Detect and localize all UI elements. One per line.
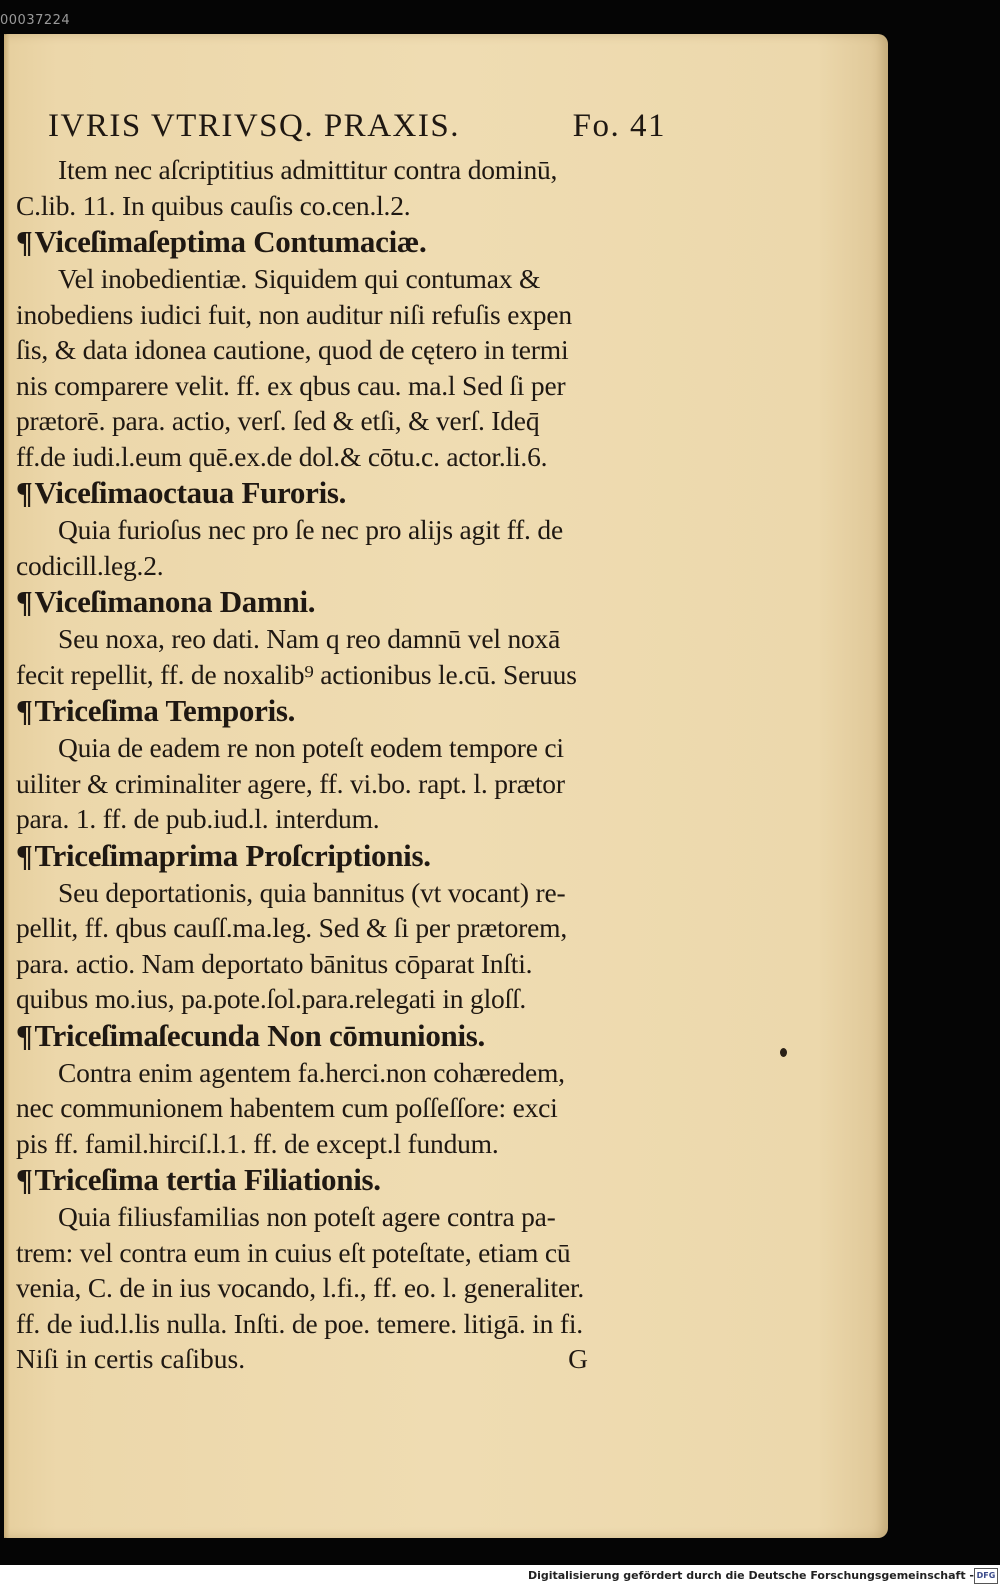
pilcrow-icon: ¶ [16, 475, 33, 510]
pilcrow-icon: ¶ [16, 224, 33, 259]
text-line: para. 1. ff. de pub.iud.l. interdum. [16, 803, 380, 834]
section-heading-text: Triceſimaſecunda Non cōmunionis. [34, 1017, 485, 1053]
text-line: Quia furioſus nec pro ſe nec pro alijs agit ff. de [58, 514, 563, 545]
pilcrow-icon: ¶ [16, 584, 33, 619]
text-line: trem: vel contra eum in cuius eſt poteſtate, etiam cū [16, 1236, 571, 1268]
section-heading [16, 837, 666, 875]
digitization-credit: Digitalisierung gefördert durch die Deutsche Forschungsgemeinschaft - [527, 1569, 974, 1582]
text-line: Quia de eadem re non poteſt eodem tempore ci [58, 732, 564, 763]
section-heading-text: Triceſimaprima Proſcriptionis. [34, 837, 431, 873]
text-line: Seu noxa, reo dati. Nam q reo damnū vel noxā [58, 623, 561, 654]
text-line: pis ff. famil.hirciſ.l.1. ff. de except.l fundum. [16, 1127, 499, 1159]
section-heading-text: Viceſimaoctaua Furoris. [34, 475, 347, 510]
text-line: nis comparere velit. ff. ex qbus cau. ma.l Sed ſi per [16, 369, 566, 401]
section-heading-text: Viceſimanona Damni. [34, 584, 316, 619]
section-heading-text: Triceſima Temporis. [34, 693, 296, 728]
running-head-title: IVRIS VTRIVSQ. PRAXIS. [48, 108, 460, 144]
text-line: Vel inobedientiæ. Siquidem qui contumax & [58, 263, 541, 294]
last-line-text: Niſi in certis caſibus. [16, 1343, 246, 1374]
section-heading [16, 692, 666, 730]
scan-id-label: 00037224 [0, 13, 71, 28]
text-line: ff. de iud.l.lis nulla. Inſti. de poe. temere. litigā. in fi. [16, 1307, 583, 1339]
text-line: Item nec aſcriptitius admittitur contra dominū, [58, 154, 558, 185]
text-line: Quia filiusfamilias non poteſt agere contra pa- [58, 1201, 556, 1232]
credit-bar [0, 1565, 1000, 1589]
text-line: quibus mo.ius, pa.pote.ſol.para.relegati in gloſſ. [16, 983, 527, 1014]
text-line: ſis, & data idonea cautione, quod de cętero in termi [16, 334, 569, 365]
text-line: ff.de iudi.l.eum quē.ex.de dol.& cōtu.c. actor.li.6. [16, 440, 548, 472]
text-line: para. actio. Nam deportato bānitus cōparat Inſti. [16, 947, 533, 979]
pilcrow-icon: ¶ [16, 837, 33, 873]
text-line: Contra enim agentem fa.herci.non cohæredem, [58, 1056, 565, 1088]
page-text-block [16, 100, 666, 1377]
page-binding-edge [4, 34, 10, 1538]
text-line: pellit, ff. qbus cauſſ.ma.leg. Sed & ſi per prætorem, [16, 912, 568, 943]
section-heading [16, 1161, 666, 1199]
text-line: nec communionem habentem cum poſſeſſore: exci [16, 1092, 558, 1123]
text-line: C.lib. 11. In quibus cauſis co.cen.l.2. [16, 189, 411, 221]
pilcrow-icon: ¶ [16, 1017, 33, 1053]
text-line: venia, C. de in ius vocando, l.fi., ff. eo. l. generaliter. [16, 1272, 585, 1303]
running-head [16, 100, 666, 152]
text-line: prætorē. para. actio, verſ. ſed & etſi, & verſ. Ideq̄ [16, 405, 540, 436]
section-heading [16, 583, 666, 621]
section-heading [16, 474, 666, 512]
body-text [16, 152, 666, 1341]
text-line: Seu deportationis, quia bannitus (vt vocant) re- [58, 876, 566, 908]
section-heading [16, 223, 666, 261]
text-line: codicill.leg.2. [16, 549, 164, 581]
pilcrow-icon: ¶ [16, 693, 33, 728]
text-line: fecit repellit, ff. de noxalib⁹ actionibus le.cū. Seruus [16, 658, 577, 690]
text-line: uiliter & criminaliter agere, ff. vi.bo. rapt. l. prætor [16, 767, 565, 799]
text-line: inobediens iudici fuit, non auditur niſi refuſis expen [16, 298, 572, 330]
last-line [16, 1341, 666, 1377]
pilcrow-icon: ¶ [16, 1162, 33, 1197]
section-heading-text: Viceſimaſeptima Contumaciæ. [34, 224, 427, 259]
ink-speck [780, 1048, 787, 1057]
folio-number: Fo. 41 [572, 108, 666, 144]
dfg-logo-icon: DFG [974, 1568, 998, 1584]
section-heading-text: Triceſima tertia Filiationis. [34, 1162, 381, 1197]
signature-mark: G [568, 1343, 588, 1374]
section-heading [16, 1017, 666, 1055]
